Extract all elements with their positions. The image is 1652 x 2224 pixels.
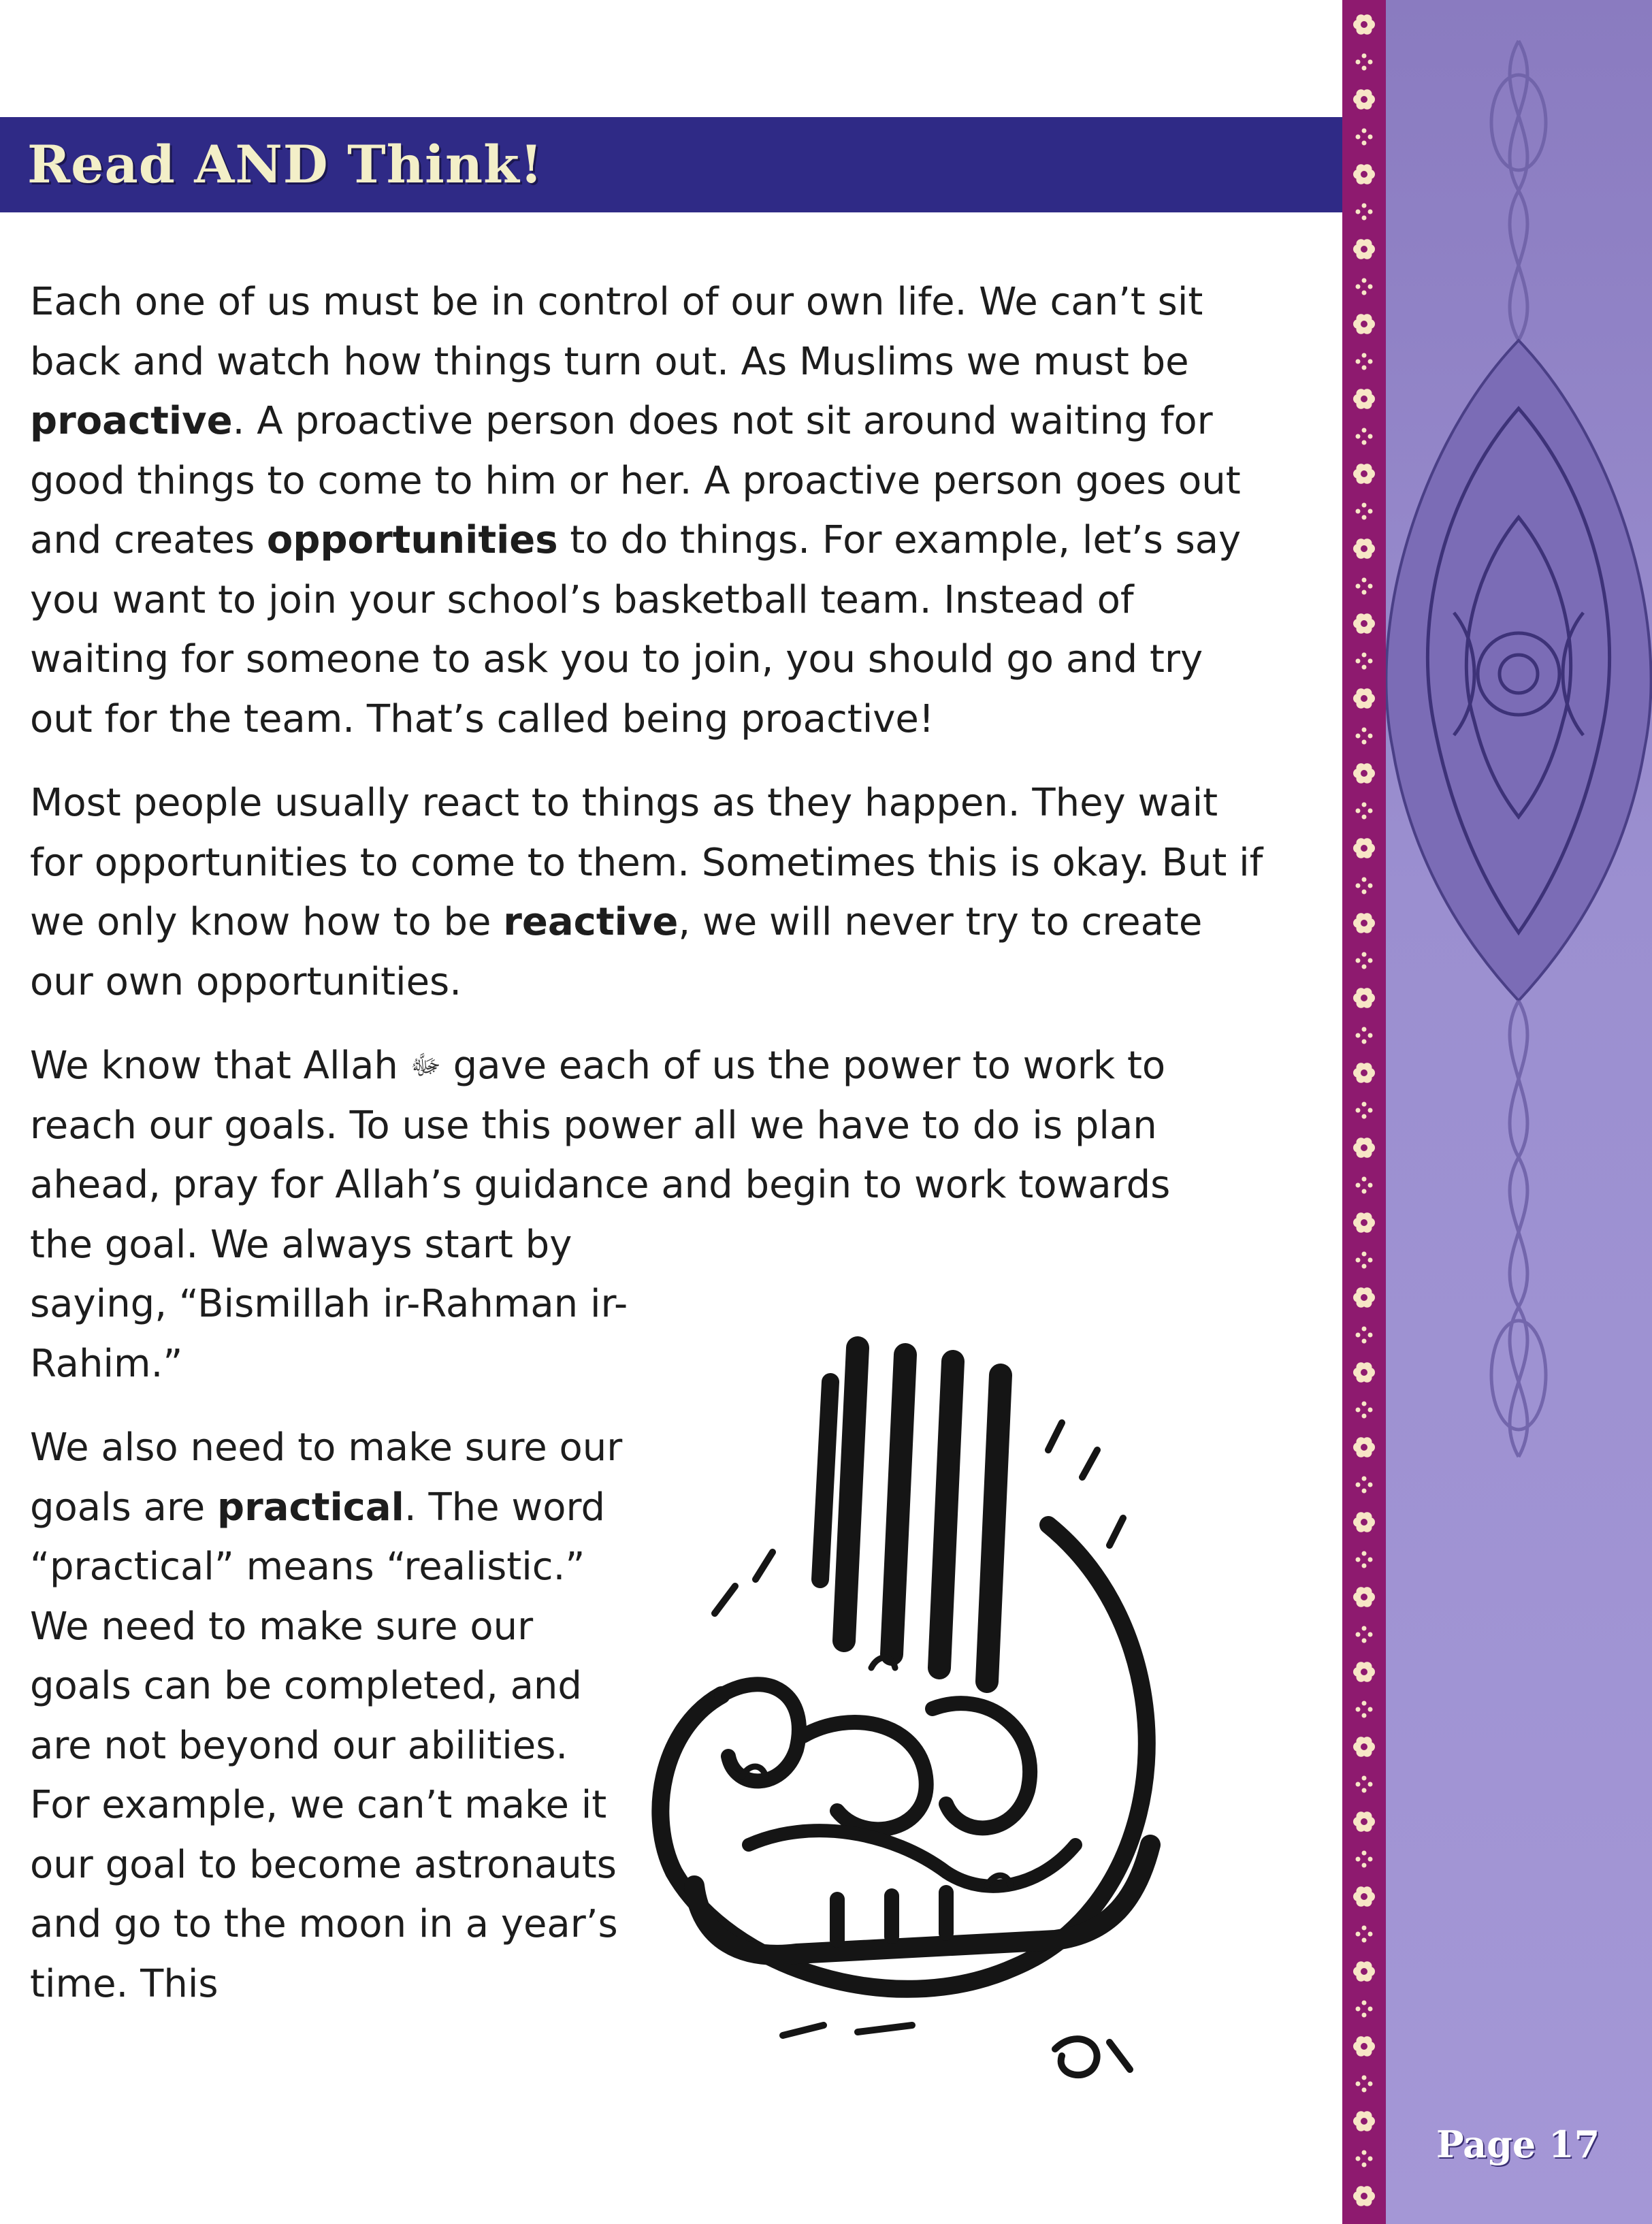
flower-icon bbox=[1353, 2111, 1375, 2131]
dot-cluster-icon bbox=[1356, 653, 1373, 670]
paragraph-text: the goal. We always start by saying, “Bismillah ir-Rahman ir-Rahim.” bbox=[30, 1222, 628, 1386]
paragraph-text: . A proactive person does not sit around waiting for good things to come to him or her. A proactive person goes out and creates bbox=[30, 399, 1241, 562]
paragraph-reactive bbox=[30, 773, 1276, 1012]
dot-cluster-icon bbox=[1356, 353, 1373, 370]
flower-icon bbox=[1353, 1138, 1375, 1158]
dot-cluster-icon bbox=[1356, 1177, 1373, 1194]
key-term-proactive: proactive bbox=[30, 399, 233, 443]
honorific-glyph: ﷻ bbox=[410, 1050, 441, 1081]
key-term-reactive: reactive bbox=[503, 900, 679, 944]
flower-icon bbox=[1353, 1886, 1375, 1907]
dot-cluster-icon bbox=[1356, 2001, 1373, 2018]
flower-icon bbox=[1353, 14, 1375, 35]
flower-icon bbox=[1353, 1512, 1375, 1532]
decorative-border-strip bbox=[1342, 0, 1386, 2224]
key-term-practical: practical bbox=[217, 1485, 404, 1530]
dot-cluster-icon bbox=[1356, 1027, 1373, 1044]
dot-cluster-icon bbox=[1356, 2150, 1373, 2167]
dot-cluster-icon bbox=[1356, 1102, 1373, 1119]
flower-icon bbox=[1353, 1587, 1375, 1607]
paragraph-text: . The word “practical” means “realistic.” We need to make sure our goals can be completed, and are not beyond our abilities. For example, we can’t make it our goal to become astronauts and go to the moon in a year’s time. This bbox=[30, 1485, 618, 2006]
flower-icon bbox=[1353, 1961, 1375, 1982]
flower-icon bbox=[1353, 1362, 1375, 1383]
flower-icon bbox=[1353, 1212, 1375, 1233]
flower-icon bbox=[1353, 464, 1375, 484]
dot-cluster-icon bbox=[1356, 129, 1373, 146]
dot-cluster-icon bbox=[1356, 1776, 1373, 1793]
dot-cluster-icon bbox=[1356, 1402, 1373, 1419]
flower-icon bbox=[1353, 164, 1375, 184]
flower-icon bbox=[1353, 2036, 1375, 2057]
page-number: Page 17 bbox=[1436, 2123, 1600, 2166]
flower-icon bbox=[1353, 613, 1375, 634]
dot-cluster-icon bbox=[1356, 1327, 1373, 1344]
dot-cluster-icon bbox=[1356, 952, 1373, 969]
flower-icon bbox=[1353, 688, 1375, 709]
flower-border-icon bbox=[1342, 0, 1386, 2224]
key-term-opportunities: opportunities bbox=[266, 518, 558, 562]
dot-cluster-icon bbox=[1356, 428, 1373, 445]
paragraph-proactive bbox=[30, 272, 1276, 749]
flower-icon bbox=[1353, 2186, 1375, 2206]
dot-cluster-icon bbox=[1356, 204, 1373, 221]
side-ornament-panel bbox=[1386, 0, 1652, 2224]
flower-icon bbox=[1353, 1437, 1375, 1457]
flower-icon bbox=[1353, 1287, 1375, 1308]
paragraph-text: , we will never try to create our own opportunities. bbox=[30, 900, 1203, 1004]
paragraph-text: We know that Allah bbox=[30, 1044, 398, 1088]
dot-cluster-icon bbox=[1356, 1926, 1373, 1943]
flower-icon bbox=[1353, 538, 1375, 559]
paragraph-text: Each one of us must be in control of our own life. We can’t sit back and watch how things turn out. As Muslims we must be bbox=[30, 280, 1203, 384]
paragraph-text: to do things. For example, let’s say you want to join your school’s basketball team. Instead of waiting for someone to ask you to join, you should go and try out for the team. That’s called being proactive! bbox=[30, 518, 1242, 741]
dot-cluster-icon bbox=[1356, 803, 1373, 820]
dot-cluster-icon bbox=[1356, 877, 1373, 895]
dot-cluster-icon bbox=[1356, 2076, 1373, 2093]
flower-icon bbox=[1353, 1737, 1375, 1757]
flower-icon bbox=[1353, 389, 1375, 409]
flower-icon bbox=[1353, 913, 1375, 933]
dot-cluster-icon bbox=[1356, 1252, 1373, 1269]
dot-cluster-icon bbox=[1356, 1551, 1373, 1568]
arabesque-ornament-icon bbox=[1386, 0, 1652, 2224]
dot-cluster-icon bbox=[1356, 503, 1373, 520]
flower-icon bbox=[1353, 314, 1375, 334]
flower-icon bbox=[1353, 763, 1375, 784]
flower-icon bbox=[1353, 1811, 1375, 1832]
flower-icon bbox=[1353, 1662, 1375, 1682]
bismillah-calligraphy-icon bbox=[633, 1287, 1212, 2104]
section-title: Read AND Think! bbox=[27, 134, 544, 195]
paragraph-practical bbox=[30, 1418, 629, 2014]
section-header-band bbox=[0, 117, 1342, 212]
paragraph-text: We also need to make sure our goals are bbox=[30, 1425, 623, 1530]
flower-icon bbox=[1353, 988, 1375, 1008]
dot-cluster-icon bbox=[1356, 1626, 1373, 1643]
flower-icon bbox=[1353, 239, 1375, 259]
flower-icon bbox=[1353, 1063, 1375, 1083]
dot-cluster-icon bbox=[1356, 54, 1373, 71]
dot-cluster-icon bbox=[1356, 1477, 1373, 1494]
dot-cluster-icon bbox=[1356, 1701, 1373, 1718]
dot-cluster-icon bbox=[1356, 578, 1373, 595]
flower-icon bbox=[1353, 838, 1375, 858]
flower-icon bbox=[1353, 89, 1375, 110]
paragraph-text: Most people usually react to things as they happen. They wait for opportunities to come to them. Sometimes this is okay. But if we only know how to be bbox=[30, 781, 1263, 944]
dot-cluster-icon bbox=[1356, 728, 1373, 745]
dot-cluster-icon bbox=[1356, 1851, 1373, 1868]
dot-cluster-icon bbox=[1356, 278, 1373, 295]
paragraph-text: gave each of us the power to work to reach our goals. To use this power all we have to do is plan ahead, pray for Allah’s guidance and begin to work towards bbox=[30, 1044, 1171, 1207]
